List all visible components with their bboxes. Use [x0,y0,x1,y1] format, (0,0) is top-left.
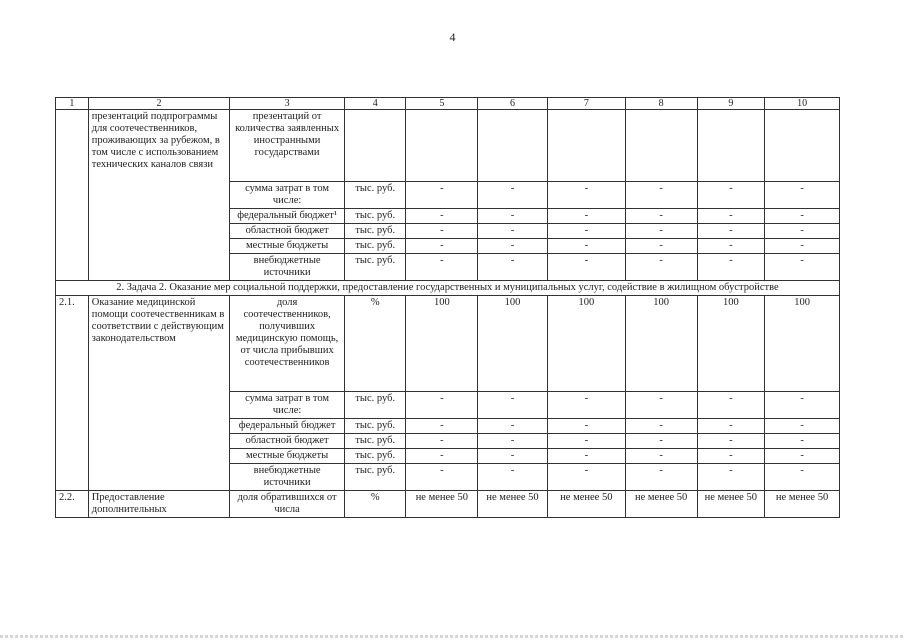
value-cell: - [765,224,840,239]
value-cell: - [478,182,548,209]
value-cell: - [547,209,625,224]
value-cell: - [547,419,625,434]
unit-cell: тыс. руб. [344,434,405,449]
value-cell: 100 [547,296,625,392]
value-cell: - [478,464,548,491]
value-cell: - [406,254,478,281]
value-cell: - [406,419,478,434]
activity-name-cell: Предоставление дополнительных [88,491,229,518]
value-cell: - [765,182,840,209]
indicator-cell: доля соотечественников, получивших медицинскую помощь, от числа прибывших соотечественников [230,296,345,392]
value-cell: - [697,434,765,449]
value-cell: - [547,224,625,239]
value-cell: - [697,182,765,209]
unit-cell [344,110,405,182]
value-cell: - [625,239,697,254]
unit-cell: % [344,296,405,392]
value-cell: - [625,209,697,224]
value-cell: - [697,224,765,239]
header-cell: 2 [88,98,229,110]
value-cell: - [406,434,478,449]
unit-cell: тыс. руб. [344,449,405,464]
value-cell: не менее 50 [765,491,840,518]
value-cell: - [625,464,697,491]
value-cell: - [478,392,548,419]
value-cell: - [765,239,840,254]
value-cell: - [625,434,697,449]
unit-cell: тыс. руб. [344,239,405,254]
header-cell: 3 [230,98,345,110]
indicator-cell: сумма затрат в том числе: [230,392,345,419]
table-row [56,110,840,182]
unit-cell: тыс. руб. [344,182,405,209]
value-cell: - [478,224,548,239]
indicator-cell: областной бюджет [230,434,345,449]
value-cell: - [625,392,697,419]
value-cell: - [478,209,548,224]
value-cell: - [478,434,548,449]
value-cell: не менее 50 [547,491,625,518]
value-cell: - [547,449,625,464]
unit-cell: % [344,491,405,518]
unit-cell: тыс. руб. [344,254,405,281]
indicator-cell: областной бюджет [230,224,345,239]
value-cell [478,110,548,182]
value-cell: 100 [697,296,765,392]
program-table [55,97,840,518]
value-cell: не менее 50 [406,491,478,518]
value-cell: не менее 50 [478,491,548,518]
header-cell: 6 [478,98,548,110]
activity-name-cell: презентаций подпрограммы для соотечественников, проживающих за рубежом, в том числе с использованием технических каналов связи [88,110,229,281]
value-cell: 100 [765,296,840,392]
header-cell: 9 [697,98,765,110]
value-cell: 100 [625,296,697,392]
header-cell: 7 [547,98,625,110]
value-cell: - [625,449,697,464]
indicator-cell: федеральный бюджет¹ [230,209,345,224]
header-cell: 5 [406,98,478,110]
section-heading: 2. Задача 2. Оказание мер социальной поддержки, предоставление государственных и муниципальных услуг, содействие в жилищном обустройстве [56,281,840,296]
value-cell: - [765,434,840,449]
unit-cell: тыс. руб. [344,464,405,491]
row-number-cell [56,110,89,281]
value-cell: - [765,419,840,434]
table-row [56,491,840,518]
value-cell: - [697,464,765,491]
value-cell [547,110,625,182]
value-cell: - [406,449,478,464]
unit-cell: тыс. руб. [344,419,405,434]
indicator-cell: федеральный бюджет [230,419,345,434]
unit-cell: тыс. руб. [344,209,405,224]
value-cell: - [478,419,548,434]
table-row [56,296,840,392]
scan-edge-line [0,635,905,638]
value-cell: 100 [406,296,478,392]
value-cell: 100 [478,296,548,392]
section-row [56,281,840,296]
value-cell: - [765,254,840,281]
indicator-cell: сумма затрат в том числе: [230,182,345,209]
header-cell: 4 [344,98,405,110]
value-cell: - [406,239,478,254]
value-cell: - [406,209,478,224]
header-cell: 8 [625,98,697,110]
value-cell: - [697,392,765,419]
activity-name-cell: Оказание медицинской помощи соотечественникам в соответствии с действующим законодательством [88,296,229,491]
unit-cell: тыс. руб. [344,224,405,239]
indicator-cell: доля обратившихся от числа [230,491,345,518]
value-cell: - [697,209,765,224]
row-number-cell: 2.1. [56,296,89,491]
indicator-cell: местные бюджеты [230,449,345,464]
value-cell: - [547,434,625,449]
page-number: 4 [449,30,456,44]
value-cell: - [478,254,548,281]
value-cell: не менее 50 [697,491,765,518]
value-cell: - [547,254,625,281]
header-cell: 10 [765,98,840,110]
indicator-cell: местные бюджеты [230,239,345,254]
indicator-cell: презентаций от количества заявленных иностранными государствами [230,110,345,182]
value-cell: - [625,254,697,281]
value-cell: - [697,449,765,464]
value-cell: - [406,464,478,491]
header-cell: 1 [56,98,89,110]
value-cell: - [625,419,697,434]
value-cell [697,110,765,182]
value-cell [406,110,478,182]
indicator-cell: внебюджетные источники [230,254,345,281]
indicator-cell: внебюджетные источники [230,464,345,491]
value-cell: - [547,239,625,254]
value-cell: не менее 50 [625,491,697,518]
value-cell: - [765,449,840,464]
value-cell: - [406,182,478,209]
value-cell: - [547,464,625,491]
value-cell: - [697,419,765,434]
unit-cell: тыс. руб. [344,392,405,419]
value-cell: - [697,239,765,254]
value-cell: - [406,224,478,239]
value-cell: - [478,449,548,464]
value-cell: - [625,224,697,239]
value-cell: - [765,209,840,224]
header-row [56,98,840,110]
value-cell: - [765,464,840,491]
value-cell: - [547,182,625,209]
value-cell: - [765,392,840,419]
value-cell: - [625,182,697,209]
row-number-cell: 2.2. [56,491,89,518]
value-cell: - [478,239,548,254]
value-cell [625,110,697,182]
value-cell: - [697,254,765,281]
value-cell: - [547,392,625,419]
value-cell [765,110,840,182]
value-cell: - [406,392,478,419]
